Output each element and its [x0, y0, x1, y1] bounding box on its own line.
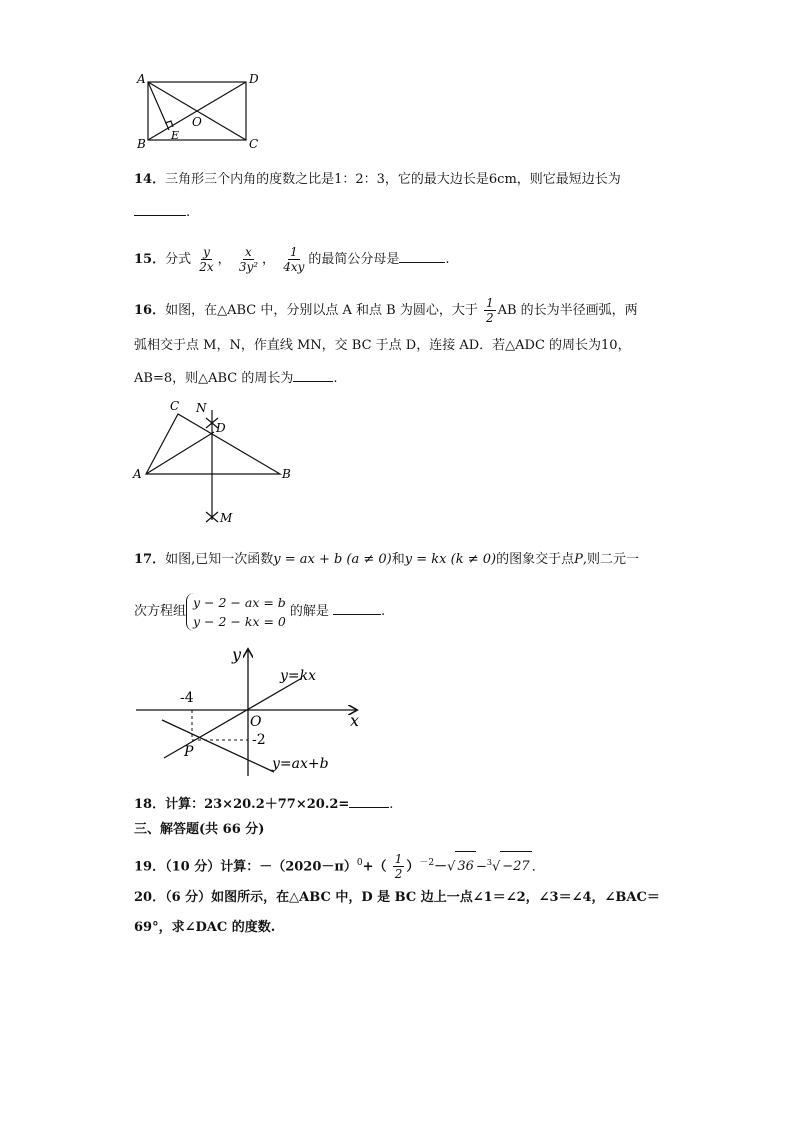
q19-text-c: ） [406, 859, 420, 875]
half-num: 1 [485, 296, 494, 310]
q16-line3: AB=8，则△ABC 的周长为 [134, 371, 294, 386]
question-16-line2 [134, 336, 631, 356]
function-graph [134, 644, 366, 784]
label-m: M [220, 511, 233, 525]
q18-number: 18． [134, 797, 166, 812]
q17-line1-c: 的图象交于点 [496, 552, 575, 567]
q15-number: 15． [134, 252, 166, 267]
fraction-one-half [484, 296, 496, 325]
question-19: 19．（10 分）计算：$-(2020-\pi)^0+$（ $\frac{1}{2}$ ）$^{-2}$－√ 36 −$^3$√ −27 ． [134, 852, 545, 882]
q14-text: 三角形三个内角的度数之比是1：2：3，它的最大边长是6cm，则它最短边长为 [165, 172, 621, 187]
label-n: N [196, 401, 207, 415]
fraction-y-over-2x [197, 245, 215, 274]
label-d: D [249, 72, 259, 86]
q19-sup2: －2 [419, 858, 435, 868]
q15-sep1: ， [217, 252, 231, 267]
q15-sep2: ， [262, 252, 276, 267]
q19-sup0: 0 [356, 858, 363, 868]
question-14 [134, 170, 621, 190]
q18-answer-blank [349, 794, 389, 808]
q16-line1-a: 如图，在△ABC 中，分别以点 A 和点 B 为圆心，大于 [165, 303, 478, 318]
q16-end: . [333, 371, 338, 386]
label-b: B [137, 137, 146, 151]
q19-half-num: 1 [394, 852, 403, 867]
q15-answer-blank [399, 249, 445, 263]
q19-half-den: 2 [394, 867, 403, 882]
label-o: O [192, 115, 202, 129]
q16-number: 16． [134, 303, 166, 318]
label-c-tri: C [170, 399, 180, 413]
q20-line1: （6 分）如图所示，在△ABC 中，D 是 BC 边上一点∠1＝∠2，∠3＝∠4，∠BAC＝ [165, 890, 660, 905]
triangle-abc [146, 414, 280, 474]
label-a-tri: A [133, 467, 142, 481]
rectangle-figure [134, 68, 264, 152]
q20-number: 20． [134, 890, 166, 905]
fraction-1-over-4xy [281, 245, 306, 274]
q18-text: 计算：23×20.2＋77×20.2= [165, 797, 350, 812]
q14-number: 14． [134, 172, 166, 187]
label-minus4: -4 [180, 690, 194, 706]
question-20 [134, 888, 660, 908]
label-e: E [171, 129, 180, 142]
label-d-tri: D [216, 421, 226, 435]
label-origin: O [250, 714, 262, 730]
question-17 [134, 550, 639, 570]
q18-end: . [389, 797, 394, 812]
q19-end: ． [531, 859, 545, 875]
q19-text-d: － [434, 859, 448, 875]
q16-line1-b: AB 的长为半径画弧，两 [497, 303, 638, 318]
q17-number: 17． [134, 552, 166, 567]
frac3-den: 4xy [283, 260, 305, 274]
section-3-title [134, 820, 264, 840]
question-14-line2 [134, 202, 190, 223]
label-p: P [184, 744, 194, 760]
q17-point: P [574, 552, 583, 567]
q17-line2-a: 次方程组 [134, 604, 187, 619]
q16-answer-blank [293, 368, 333, 382]
label-kx: y=kx [280, 668, 317, 684]
q20-line2: 69°，求∠DAC 的度数. [134, 920, 276, 935]
label-a: A [137, 72, 146, 86]
q17-eq1: y = ax + b (a ≠ 0) [273, 552, 392, 567]
half-den: 2 [485, 311, 494, 325]
q16-line2: 弧相交于点 M，N，作直线 MN，交 BC 于点 D，连接 AD．若△ADC 的周长为10， [134, 338, 631, 353]
question-18 [134, 794, 393, 815]
question-16 [134, 296, 638, 325]
q17-answer-blank [333, 601, 381, 615]
q17-eq2: y = kx (k ≠ 0) [404, 552, 497, 567]
q15-prefix: 分式 [165, 252, 192, 267]
q14-end: . [186, 205, 191, 220]
cbrt-index: 3 [486, 858, 492, 867]
q14-answer-blank [134, 202, 186, 216]
label-axb: y=ax+b [272, 756, 329, 772]
label-b-tri: B [282, 467, 291, 481]
sys-eq1: y − 2 − ax = b [193, 594, 286, 610]
q19-text-b: +（ [362, 859, 387, 875]
frac2-num: x [245, 245, 252, 259]
equation-system [186, 593, 286, 631]
sys-eq2: y − 2 − kx = 0 [193, 613, 286, 629]
cbrt-minus27: −27 [500, 851, 531, 882]
triangle-figure [130, 398, 300, 530]
frac1-num: y [203, 245, 210, 259]
q17-line1-d: ,则二元一 [582, 552, 639, 567]
frac2-den: 3y² [238, 260, 259, 274]
section-3-text: 三、解答题(共 66 分) [134, 822, 265, 837]
segment-ad [146, 432, 214, 474]
question-16-line3 [134, 368, 338, 389]
q17-line1-b: 和 [391, 552, 405, 567]
q19-number: 19． [134, 859, 166, 875]
label-y-axis: y [232, 645, 242, 664]
q19-fraction-half [393, 852, 405, 881]
frac1-den: 2x [199, 260, 214, 274]
label-x-axis: x [350, 711, 360, 730]
q17-line1-a: 如图,已知一次函数 [165, 552, 274, 567]
q19-text-e: − [475, 859, 487, 875]
label-minus2: -2 [252, 732, 266, 748]
q19-text-a: （10 分）计算：－（2020－π） [165, 859, 357, 875]
q15-suffix: 的最简公分母是 [308, 252, 400, 267]
q17-line2-b: 的解是 [289, 604, 329, 619]
question-15 [134, 245, 450, 274]
frac3-num: 1 [289, 245, 298, 259]
label-c: C [249, 137, 259, 151]
question-20-line2 [134, 918, 275, 938]
q15-end: . [445, 252, 450, 267]
question-17-line2 [134, 592, 385, 632]
fraction-x-over-3y2 [237, 245, 260, 274]
sqrt-36: 36 [455, 851, 476, 882]
q17-end: . [381, 604, 386, 619]
